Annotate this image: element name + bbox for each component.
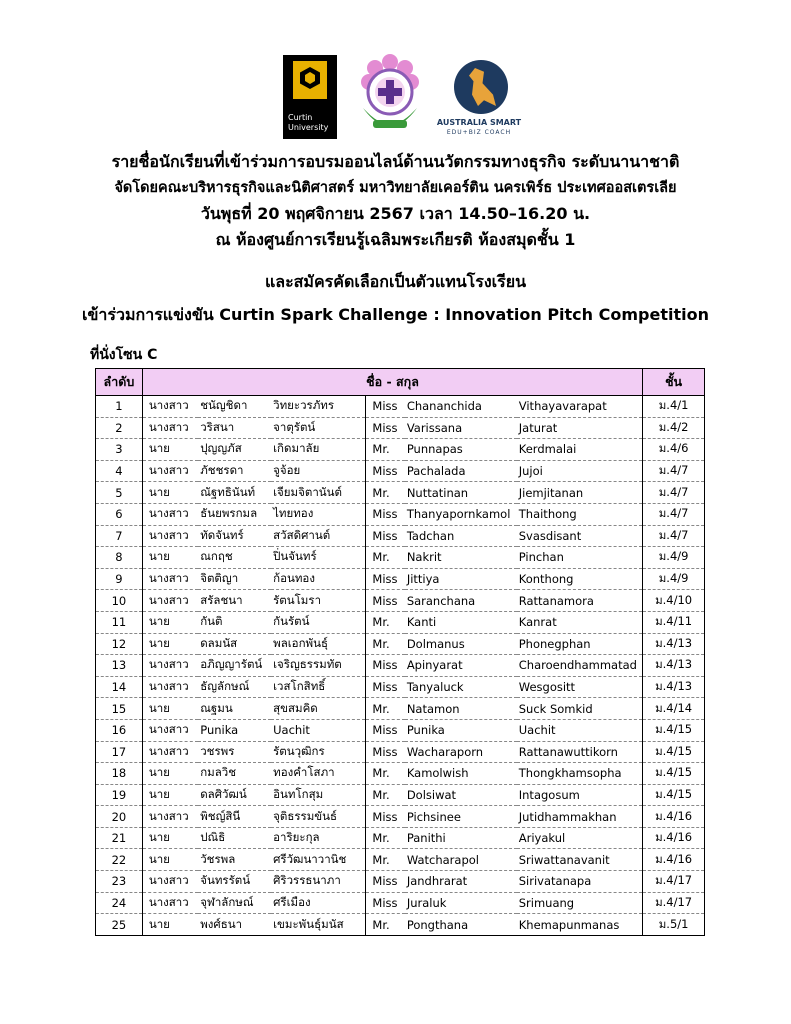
- english-last-name: Khemapunmanas: [517, 914, 643, 936]
- thai-last-name: อินทโกสุม: [271, 784, 366, 806]
- english-last-name: Jujoi: [517, 460, 643, 482]
- thai-title: นาย: [142, 482, 198, 504]
- thai-first-name: ชนัญชิดา: [198, 396, 271, 418]
- row-number: 11: [96, 611, 143, 633]
- table-row: [96, 676, 705, 698]
- class-level: ม.5/1: [643, 914, 705, 936]
- class-level: ม.4/14: [643, 698, 705, 720]
- english-last-name: Intagosum: [517, 784, 643, 806]
- row-number: 25: [96, 914, 143, 936]
- header-class: ชั้น: [643, 369, 705, 396]
- thai-last-name: ศรีวัฒนาวานิช: [271, 849, 366, 871]
- table-row: [96, 871, 705, 893]
- english-title: Miss: [366, 676, 405, 698]
- english-last-name: Kerdmalai: [517, 439, 643, 461]
- table-row: [96, 849, 705, 871]
- thai-last-name: สวัสดิศานต์: [271, 525, 366, 547]
- table-row: [96, 784, 705, 806]
- english-first-name: Thanyapornkamol: [405, 503, 517, 525]
- class-level: ม.4/6: [643, 439, 705, 461]
- english-first-name: Jandhrarat: [405, 871, 517, 893]
- class-level: ม.4/9: [643, 568, 705, 590]
- row-number: 5: [96, 482, 143, 504]
- row-number: 1: [96, 396, 143, 418]
- title-line-5: และสมัครคัดเลือกเป็นตัวแทนโรงเรียน: [264, 272, 527, 291]
- row-number: 2: [96, 417, 143, 439]
- english-first-name: Watcharapol: [405, 849, 517, 871]
- thai-first-name: วัชรพล: [198, 849, 271, 871]
- thai-title: นาย: [142, 784, 198, 806]
- class-level: ม.4/1: [643, 396, 705, 418]
- english-last-name: Jutidhammakhan: [517, 806, 643, 828]
- australia-smart-logo: [430, 60, 528, 142]
- thai-first-name: พงศ์ธนา: [198, 914, 271, 936]
- thai-title: นางสาว: [142, 568, 198, 590]
- thai-title: นางสาว: [142, 417, 198, 439]
- english-first-name: Kamolwish: [405, 763, 517, 785]
- english-title: Miss: [366, 892, 405, 914]
- table-row: [96, 719, 705, 741]
- english-first-name: Saranchana: [405, 590, 517, 612]
- thai-first-name: วริสนา: [198, 417, 271, 439]
- english-first-name: Chananchida: [405, 396, 517, 418]
- english-title: Mr.: [366, 827, 405, 849]
- thai-last-name: ศรีเมือง: [271, 892, 366, 914]
- english-last-name: Uachit: [517, 719, 643, 741]
- english-title: Miss: [366, 806, 405, 828]
- row-number: 4: [96, 460, 143, 482]
- table-header-row: [96, 369, 705, 396]
- table-row: [96, 417, 705, 439]
- thai-title: นางสาว: [142, 676, 198, 698]
- table-row: [96, 460, 705, 482]
- curtin-university-logo: [283, 55, 337, 139]
- thai-last-name: ไทยทอง: [271, 503, 366, 525]
- thai-last-name: ทองคำโสภา: [271, 763, 366, 785]
- thai-last-name: เกิดมาลัย: [271, 439, 366, 461]
- class-level: ม.4/2: [643, 417, 705, 439]
- thai-title: นางสาว: [142, 590, 198, 612]
- thai-first-name: จันทรรัตน์: [198, 871, 271, 893]
- english-first-name: Dolsiwat: [405, 784, 517, 806]
- row-number: 7: [96, 525, 143, 547]
- thai-title: นางสาว: [142, 503, 198, 525]
- english-first-name: Apinyarat: [405, 655, 517, 677]
- class-level: ม.4/16: [643, 827, 705, 849]
- english-first-name: Punnapas: [405, 439, 517, 461]
- table-row: [96, 396, 705, 418]
- thai-title: นางสาว: [142, 460, 198, 482]
- class-level: ม.4/15: [643, 763, 705, 785]
- english-last-name: Jiemjitanan: [517, 482, 643, 504]
- english-first-name: Juraluk: [405, 892, 517, 914]
- seating-zone-label: ที่นั่งโซน C: [90, 347, 158, 363]
- row-number: 23: [96, 871, 143, 893]
- english-title: Mr.: [366, 482, 405, 504]
- thai-first-name: จุฬาลักษณ์: [198, 892, 271, 914]
- row-number: 15: [96, 698, 143, 720]
- english-last-name: Phonegphan: [517, 633, 643, 655]
- thai-last-name: Uachit: [271, 719, 366, 741]
- thai-title: นาย: [142, 439, 198, 461]
- english-first-name: Nakrit: [405, 547, 517, 569]
- english-first-name: Varissana: [405, 417, 517, 439]
- event-location: ณ ห้องศูนย์การเรียนรู้เฉลิมพระเกียรติ ห้องสมุดชั้น 1: [215, 230, 576, 249]
- thai-first-name: ณกฤช: [198, 547, 271, 569]
- table-row: [96, 892, 705, 914]
- english-first-name: Kanti: [405, 611, 517, 633]
- table-row: [96, 482, 705, 504]
- australia-smart-name: AUSTRALIA SMART: [436, 118, 522, 127]
- class-level: ม.4/13: [643, 676, 705, 698]
- english-first-name: Tanyaluck: [405, 676, 517, 698]
- english-last-name: Charoendhammatad: [517, 655, 643, 677]
- thai-last-name: อาริยะกุล: [271, 827, 366, 849]
- thai-title: นางสาว: [142, 719, 198, 741]
- thai-first-name: อภิญญารัตน์: [198, 655, 271, 677]
- english-first-name: Pachalada: [405, 460, 517, 482]
- header-name: ชื่อ - สกุล: [142, 369, 642, 396]
- thai-last-name: ก้อนทอง: [271, 568, 366, 590]
- row-number: 8: [96, 547, 143, 569]
- english-first-name: Jittiya: [405, 568, 517, 590]
- thai-title: นางสาว: [142, 396, 198, 418]
- english-title: Miss: [366, 590, 405, 612]
- thai-first-name: ธันยพรกมล: [198, 503, 271, 525]
- table-row: [96, 590, 705, 612]
- english-title: Miss: [366, 396, 405, 418]
- table-row: [96, 503, 705, 525]
- thai-first-name: จิตติญา: [198, 568, 271, 590]
- row-number: 16: [96, 719, 143, 741]
- table-row: [96, 439, 705, 461]
- thai-last-name: เขมะพันธุ์มนัส: [271, 914, 366, 936]
- class-level: ม.4/10: [643, 590, 705, 612]
- english-last-name: Sirivatanapa: [517, 871, 643, 893]
- english-first-name: Punika: [405, 719, 517, 741]
- thai-last-name: จูจ้อย: [271, 460, 366, 482]
- thai-first-name: สรัลชนา: [198, 590, 271, 612]
- table-row: [96, 633, 705, 655]
- english-title: Mr.: [366, 633, 405, 655]
- english-title: Miss: [366, 503, 405, 525]
- english-title: Mr.: [366, 611, 405, 633]
- australia-smart-subtitle: EDU+BIZ COACH: [446, 129, 512, 136]
- english-first-name: Panithi: [405, 827, 517, 849]
- row-number: 24: [96, 892, 143, 914]
- english-last-name: Suck Somkid: [517, 698, 643, 720]
- thai-title: นาย: [142, 633, 198, 655]
- english-title: Miss: [366, 568, 405, 590]
- event-date: วันพุธที่ 20 พฤศจิกายน 2567 เวลา 14.50–16.20 น.: [200, 204, 591, 223]
- competition-title: เข้าร่วมการแข่งขัน Curtin Spark Challenge : Innovation Pitch Competition: [82, 305, 709, 324]
- english-title: Mr.: [366, 547, 405, 569]
- table-row: [96, 568, 705, 590]
- thai-first-name: ปณิธิ: [198, 827, 271, 849]
- english-first-name: Pongthana: [405, 914, 517, 936]
- english-first-name: Nuttatinan: [405, 482, 517, 504]
- row-number: 13: [96, 655, 143, 677]
- thai-last-name: เจริญธรรมทัต: [271, 655, 366, 677]
- english-last-name: Thaithong: [517, 503, 643, 525]
- thai-title: นางสาว: [142, 655, 198, 677]
- english-first-name: Dolmanus: [405, 633, 517, 655]
- class-level: ม.4/17: [643, 892, 705, 914]
- english-title: Mr.: [366, 763, 405, 785]
- table-row: [96, 698, 705, 720]
- thai-last-name: รัตนวุฒิกร: [271, 741, 366, 763]
- thai-last-name: วิทยะวรภัทร: [271, 396, 366, 418]
- table-row: [96, 806, 705, 828]
- thai-last-name: รัตนโมรา: [271, 590, 366, 612]
- class-level: ม.4/17: [643, 871, 705, 893]
- table-row: [96, 611, 705, 633]
- english-title: Miss: [366, 871, 405, 893]
- thai-first-name: ดลศิวัฒน์: [198, 784, 271, 806]
- header-number: ลำดับ: [96, 369, 143, 396]
- thai-first-name: กันติ: [198, 611, 271, 633]
- thai-first-name: ทัดจันทร์: [198, 525, 271, 547]
- student-list-table: [95, 368, 705, 936]
- class-level: ม.4/16: [643, 806, 705, 828]
- thai-last-name: ศิริวรรธนาภา: [271, 871, 366, 893]
- english-last-name: Thongkhamsopha: [517, 763, 643, 785]
- table-row: [96, 914, 705, 936]
- english-last-name: Rattanamora: [517, 590, 643, 612]
- row-number: 10: [96, 590, 143, 612]
- thai-title: นาย: [142, 763, 198, 785]
- thai-first-name: วชรพร: [198, 741, 271, 763]
- table-row: [96, 525, 705, 547]
- english-title: Miss: [366, 525, 405, 547]
- english-title: Miss: [366, 741, 405, 763]
- english-first-name: Tadchan: [405, 525, 517, 547]
- school-emblem-logo: [355, 50, 425, 140]
- class-level: ม.4/13: [643, 633, 705, 655]
- row-number: 9: [96, 568, 143, 590]
- thai-last-name: เจียมจิตานันต์: [271, 482, 366, 504]
- class-level: ม.4/15: [643, 784, 705, 806]
- class-level: ม.4/11: [643, 611, 705, 633]
- class-level: ม.4/15: [643, 719, 705, 741]
- english-title: Miss: [366, 655, 405, 677]
- thai-title: นางสาว: [142, 525, 198, 547]
- english-last-name: Wesgositt: [517, 676, 643, 698]
- row-number: 22: [96, 849, 143, 871]
- title-line-2: จัดโดยคณะบริหารธุรกิจและนิติศาสตร์ มหาวิทยาลัยเคอร์ติน นครเพิร์ธ ประเทศออสเตรเลีย: [114, 180, 677, 196]
- thai-last-name: จุติธรรมขันธ์: [271, 806, 366, 828]
- thai-title: นางสาว: [142, 741, 198, 763]
- english-last-name: Pinchan: [517, 547, 643, 569]
- row-number: 12: [96, 633, 143, 655]
- row-number: 3: [96, 439, 143, 461]
- thai-first-name: ณัฐทธินันท์: [198, 482, 271, 504]
- thai-last-name: เวสโกสิทธิ์: [271, 676, 366, 698]
- table-row: [96, 763, 705, 785]
- english-title: Mr.: [366, 698, 405, 720]
- thai-title: นางสาว: [142, 892, 198, 914]
- english-last-name: Jaturat: [517, 417, 643, 439]
- english-title: Miss: [366, 719, 405, 741]
- curtin-shield-icon: [293, 61, 327, 99]
- class-level: ม.4/13: [643, 655, 705, 677]
- table-row: [96, 741, 705, 763]
- thai-title: นาย: [142, 547, 198, 569]
- row-number: 6: [96, 503, 143, 525]
- english-last-name: Ariyakul: [517, 827, 643, 849]
- thai-first-name: Punika: [198, 719, 271, 741]
- thai-first-name: ดลมนัส: [198, 633, 271, 655]
- thai-last-name: จาตุรัตน์: [271, 417, 366, 439]
- thai-first-name: กมลวิช: [198, 763, 271, 785]
- table-row: [96, 655, 705, 677]
- english-last-name: Konthong: [517, 568, 643, 590]
- logo-bar: [0, 50, 791, 142]
- english-last-name: Srimuang: [517, 892, 643, 914]
- thai-title: นาย: [142, 849, 198, 871]
- curtin-logo-text: Curtin University: [288, 113, 329, 132]
- thai-title: นาย: [142, 698, 198, 720]
- thai-last-name: พลเอกพันธุ์: [271, 633, 366, 655]
- row-number: 14: [96, 676, 143, 698]
- table-row: [96, 827, 705, 849]
- thai-first-name: ปุญญภัส: [198, 439, 271, 461]
- row-number: 17: [96, 741, 143, 763]
- thai-last-name: กันรัตน์: [271, 611, 366, 633]
- table-row: [96, 547, 705, 569]
- thai-title: นาย: [142, 611, 198, 633]
- class-level: ม.4/7: [643, 482, 705, 504]
- thai-last-name: สุขสมคิด: [271, 698, 366, 720]
- english-title: Miss: [366, 417, 405, 439]
- thai-last-name: ปิ่นจันทร์: [271, 547, 366, 569]
- class-level: ม.4/16: [643, 849, 705, 871]
- thai-first-name: ธัญลักษณ์: [198, 676, 271, 698]
- english-first-name: Pichsinee: [405, 806, 517, 828]
- english-last-name: Vithayavarapat: [517, 396, 643, 418]
- class-level: ม.4/15: [643, 741, 705, 763]
- thai-first-name: พิชญ์สินี: [198, 806, 271, 828]
- class-level: ม.4/9: [643, 547, 705, 569]
- row-number: 18: [96, 763, 143, 785]
- class-level: ม.4/7: [643, 525, 705, 547]
- english-title: Mr.: [366, 914, 405, 936]
- title-line-1: รายชื่อนักเรียนที่เข้าร่วมการอบรมออนไลน์ด้านนวัตกรรมทางธุรกิจ ระดับนานาชาติ: [111, 152, 680, 171]
- english-title: Mr.: [366, 784, 405, 806]
- english-first-name: Natamon: [405, 698, 517, 720]
- row-number: 19: [96, 784, 143, 806]
- class-level: ม.4/7: [643, 460, 705, 482]
- thai-title: นาย: [142, 827, 198, 849]
- thai-title: นางสาว: [142, 871, 198, 893]
- thai-title: นาย: [142, 914, 198, 936]
- english-last-name: Rattanawuttikorn: [517, 741, 643, 763]
- english-title: Mr.: [366, 439, 405, 461]
- english-first-name: Wacharaporn: [405, 741, 517, 763]
- thai-first-name: ภัชชรดา: [198, 460, 271, 482]
- english-last-name: Svasdisant: [517, 525, 643, 547]
- english-last-name: Sriwattanavanit: [517, 849, 643, 871]
- thai-title: นางสาว: [142, 806, 198, 828]
- row-number: 21: [96, 827, 143, 849]
- row-number: 20: [96, 806, 143, 828]
- english-title: Miss: [366, 460, 405, 482]
- thai-first-name: ณฐมน: [198, 698, 271, 720]
- english-last-name: Kanrat: [517, 611, 643, 633]
- english-title: Mr.: [366, 849, 405, 871]
- class-level: ม.4/7: [643, 503, 705, 525]
